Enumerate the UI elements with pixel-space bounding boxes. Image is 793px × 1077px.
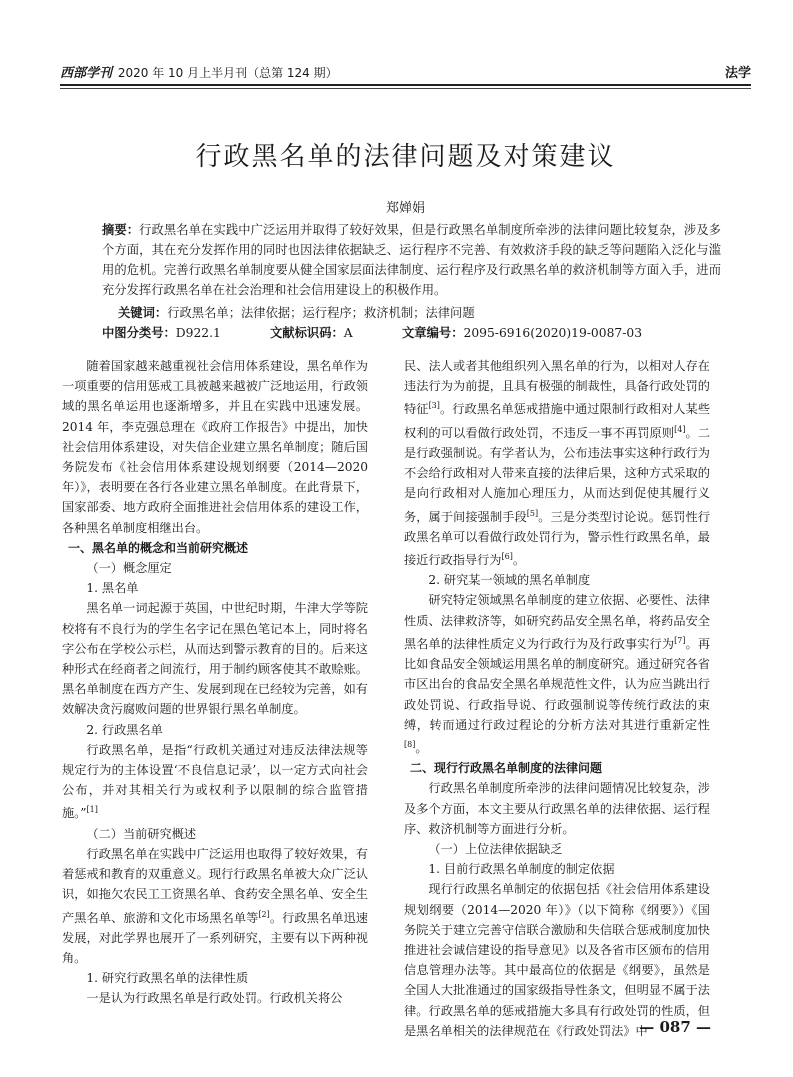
article-no-label: 文章编号：: [402, 326, 464, 340]
text-run: 民、法人或者其他组织列入黑名单的行为，以相对人存在违法行为为前提，且具有极强的制裁性，具备行政处罚的特征: [404, 359, 710, 417]
paragraph: [62, 356, 368, 538]
text-run: 2. 研究某一领域的黑名单制度: [428, 573, 591, 588]
text-run: 一、黑名单的概念和当前研究概述: [68, 540, 249, 555]
section-heading: [62, 578, 368, 598]
citation-ref: [3]: [428, 401, 440, 411]
clc-code: [102, 323, 221, 341]
citation-ref: [1]: [86, 805, 98, 815]
keywords-label: 关键词：: [118, 306, 168, 320]
text-run: 一是认为行政黑名单是行政处罚。行政机关将公: [86, 991, 343, 1006]
text-run: 黑名单一词起源于英国，中世纪时期，牛津大学等院校将有不良行为的学生名字记在黑色笔记本上，同时将名字公布在学校公示栏，从而达到警示教育的目的。后来这种形式在经商者之间流行，用于制约顾客使其不敢赊账。黑名单制度在西方产生、发展到现在已经较为完善，如有效解决贪污腐败问题的世界银行黑名单制度。: [62, 601, 368, 717]
citation-ref: [7]: [674, 635, 686, 645]
text-run: 。三是分类型讨论说。惩罚性行政黑名单可以看做行政处罚行为，警示性行政黑名单，最接近行政指导行为: [404, 509, 711, 568]
text-run: 2. 行政黑名单: [86, 722, 163, 737]
citation-ref: [4]: [674, 424, 686, 434]
paragraph: [62, 598, 368, 719]
header-rule: [60, 84, 751, 86]
article-number: [402, 323, 642, 341]
classification-line: [102, 323, 721, 343]
abstract-label: 摘要：: [102, 223, 140, 237]
article-no-value: 2095-6916(2020)19-0087-03: [463, 326, 643, 340]
text-run: 。: [512, 553, 526, 568]
text-run: 行政黑名单制度所牵涉的法律问题情况比较复杂，涉及多个方面，本文主要从行政黑名单的法律依据、运行程序、救济机制等方面进行分析。: [404, 781, 710, 836]
text-run: 行政黑名单，是指“行政机关通过对违反法律法规等规定行为的主体设置‘不良信息记录’，以一定方式向社会公布，并对其相关行为或权利予以限制的综合监管措施。”: [62, 742, 368, 821]
clc-value: D922.1: [175, 326, 221, 340]
abstract: [102, 220, 721, 300]
text-run: 1. 目前行政黑名单制度的制定依据: [428, 862, 615, 877]
text-run: 行政黑名单在实践中广泛运用也取得了较好效果，有着惩戒和教育的双重意义。现行行政黑名单被大众广泛认识，如拖欠农民工工资黑名单、食药安全黑名单、安全生产黑名单、旅游和文化市场黑名单等: [62, 846, 368, 925]
text-run: 二、现行行政黑名单制度的法律问题: [410, 761, 603, 776]
text-run: 现行行政黑名单制定的依据包括《社会信用体系建设规划纲要（2014—2020 年）》（以下简称《纲要》）《国务院关于建立完善守信联合激励和失信联合惩戒制度加快推进社会诚信建设的指导意见》以及各省市区颁布的信用信息管理办法等。其中最高位的依据是《纲要》，虽然是全国人大批准通过的国家级指导性条文，但明显不属于法律。行政黑名单的惩戒措施大多具有行政处罚的性质，但是黑名单相关的法律规范在《行政处罚法》中: [404, 882, 710, 1038]
abstract-text: 行政黑名单在实践中广泛运用并取得了较好效果，但是行政黑名单制度所牵涉的法律问题比较复杂，涉及多个方面，其在充分发挥作用的同时也因法律依据缺乏、运行程序不完善、有效救济手段的缺乏等问题陷入泛化与滥用的危机。完善行政黑名单制度要从健全国家层面法律制度、运行程序及行政黑名单的救济机制等方面入手，进而充分发挥行政黑名单在社会治理和社会信用建设上的积极作用。: [102, 223, 721, 297]
section-heading: [62, 558, 368, 578]
text-run: 1. 黑名单: [86, 581, 139, 596]
article-author: 郑婵娟: [385, 201, 425, 216]
section-heading: [62, 720, 368, 740]
issue-info: 2020 年 10 月上半月刊（总第 124 期）: [117, 66, 338, 80]
text-run: 。二是行政强制说。有学者认为，公布违法事实这种行政行为不会给行政相对人带来直接的法律后果，这种方式采取的是向行政相对人施加心理压力，从而达到促使其履行义务，属于间接强制手段: [404, 425, 711, 524]
paragraph: [62, 988, 368, 1008]
paragraph: [404, 356, 710, 570]
text-run: 研究特定领域黑名单制度的建立依据、必要性、法律性质、法律救济等，如研究药品安全黑名单，将药品安全黑名单的法律性质定义为行政行为及行政事实行为: [404, 593, 710, 651]
section-heading: [62, 538, 368, 558]
section-label: 法学: [724, 66, 751, 81]
paragraph: [404, 778, 710, 839]
paragraph: [62, 740, 368, 824]
body-column-right: [404, 356, 710, 1041]
text-run: 。再比如食品安全领域运用黑名单的制度研究。通过研究各省市区出台的食品安全黑名单规范性文件，认为应当跳出行政处罚说、行政指导说、行政强制说等传统行政法的束缚，转而通过行政过程论的分析方法对其进行重新定性: [404, 636, 711, 732]
text-run: 。行政黑名单迅速发展，对此学界也展开了一系列研究，主要有以下两种视角。: [62, 910, 368, 966]
paragraph: [62, 844, 368, 968]
text-run: 随着国家越来越重视社会信用体系建设，黑名单作为一项重要的信用惩戒工具被越来越被广泛地运用，行政领域的黑名单运用也逐渐增多，并且在实践中迅速发展。2014 年，李克强总理在《政府工作报告》中提出，加快社会信用体系建设，对失信企业建立黑名单制度；随后国务院发布《社会信用体系建设规划纲要（2014—2020 年）》，表明要在各行各业建立黑名单制度。在此背景下，国家部委、地方政府全面推进社会信用体系的建设工作，各种黑名单制度相继出台。: [62, 359, 368, 535]
page-number: — 087 —: [639, 1018, 711, 1036]
citation-ref: [8]: [404, 739, 416, 749]
paragraph: [404, 879, 710, 1041]
section-heading: [62, 968, 368, 988]
text-run: （二）当前研究概述: [86, 826, 197, 841]
keywords: [118, 303, 721, 321]
section-heading: [404, 859, 710, 879]
section-heading: [404, 758, 710, 778]
text-run: 。: [415, 741, 428, 756]
paragraph: [404, 590, 710, 758]
text-run: （一）概念厘定: [86, 561, 172, 576]
citation-ref: [2]: [258, 909, 270, 919]
text-run: 。行政黑名单惩戒措施中通过限制行政相对人某些权利的可以看做行政处罚，不违反一事不再罚原则: [404, 402, 711, 440]
article-title: 行政黑名单的法律问题及对策建议: [195, 142, 616, 172]
journal-logo: 西部学刊: [60, 66, 113, 81]
doc-code-value: A: [343, 326, 353, 340]
citation-ref: [6]: [501, 552, 513, 562]
text-run: 1. 研究行政黑名单的法律性质: [86, 971, 249, 986]
doc-code-label: 文献标识码：: [270, 326, 344, 340]
text-run: （一）上位法律依据缺乏: [428, 842, 563, 857]
section-heading: [404, 839, 710, 859]
citation-ref: [5]: [526, 508, 539, 518]
section-heading: [404, 570, 710, 590]
keywords-text: 行政黑名单；法律依据；运行程序；救济机制；法律问题: [167, 306, 475, 320]
body-column-left: [62, 356, 368, 1009]
header-rule-thin: [60, 88, 751, 89]
running-header: [60, 60, 751, 82]
doc-code: [270, 323, 353, 341]
section-heading: [62, 824, 368, 844]
journal-info: [60, 62, 338, 81]
clc-label: 中图分类号：: [102, 326, 176, 340]
